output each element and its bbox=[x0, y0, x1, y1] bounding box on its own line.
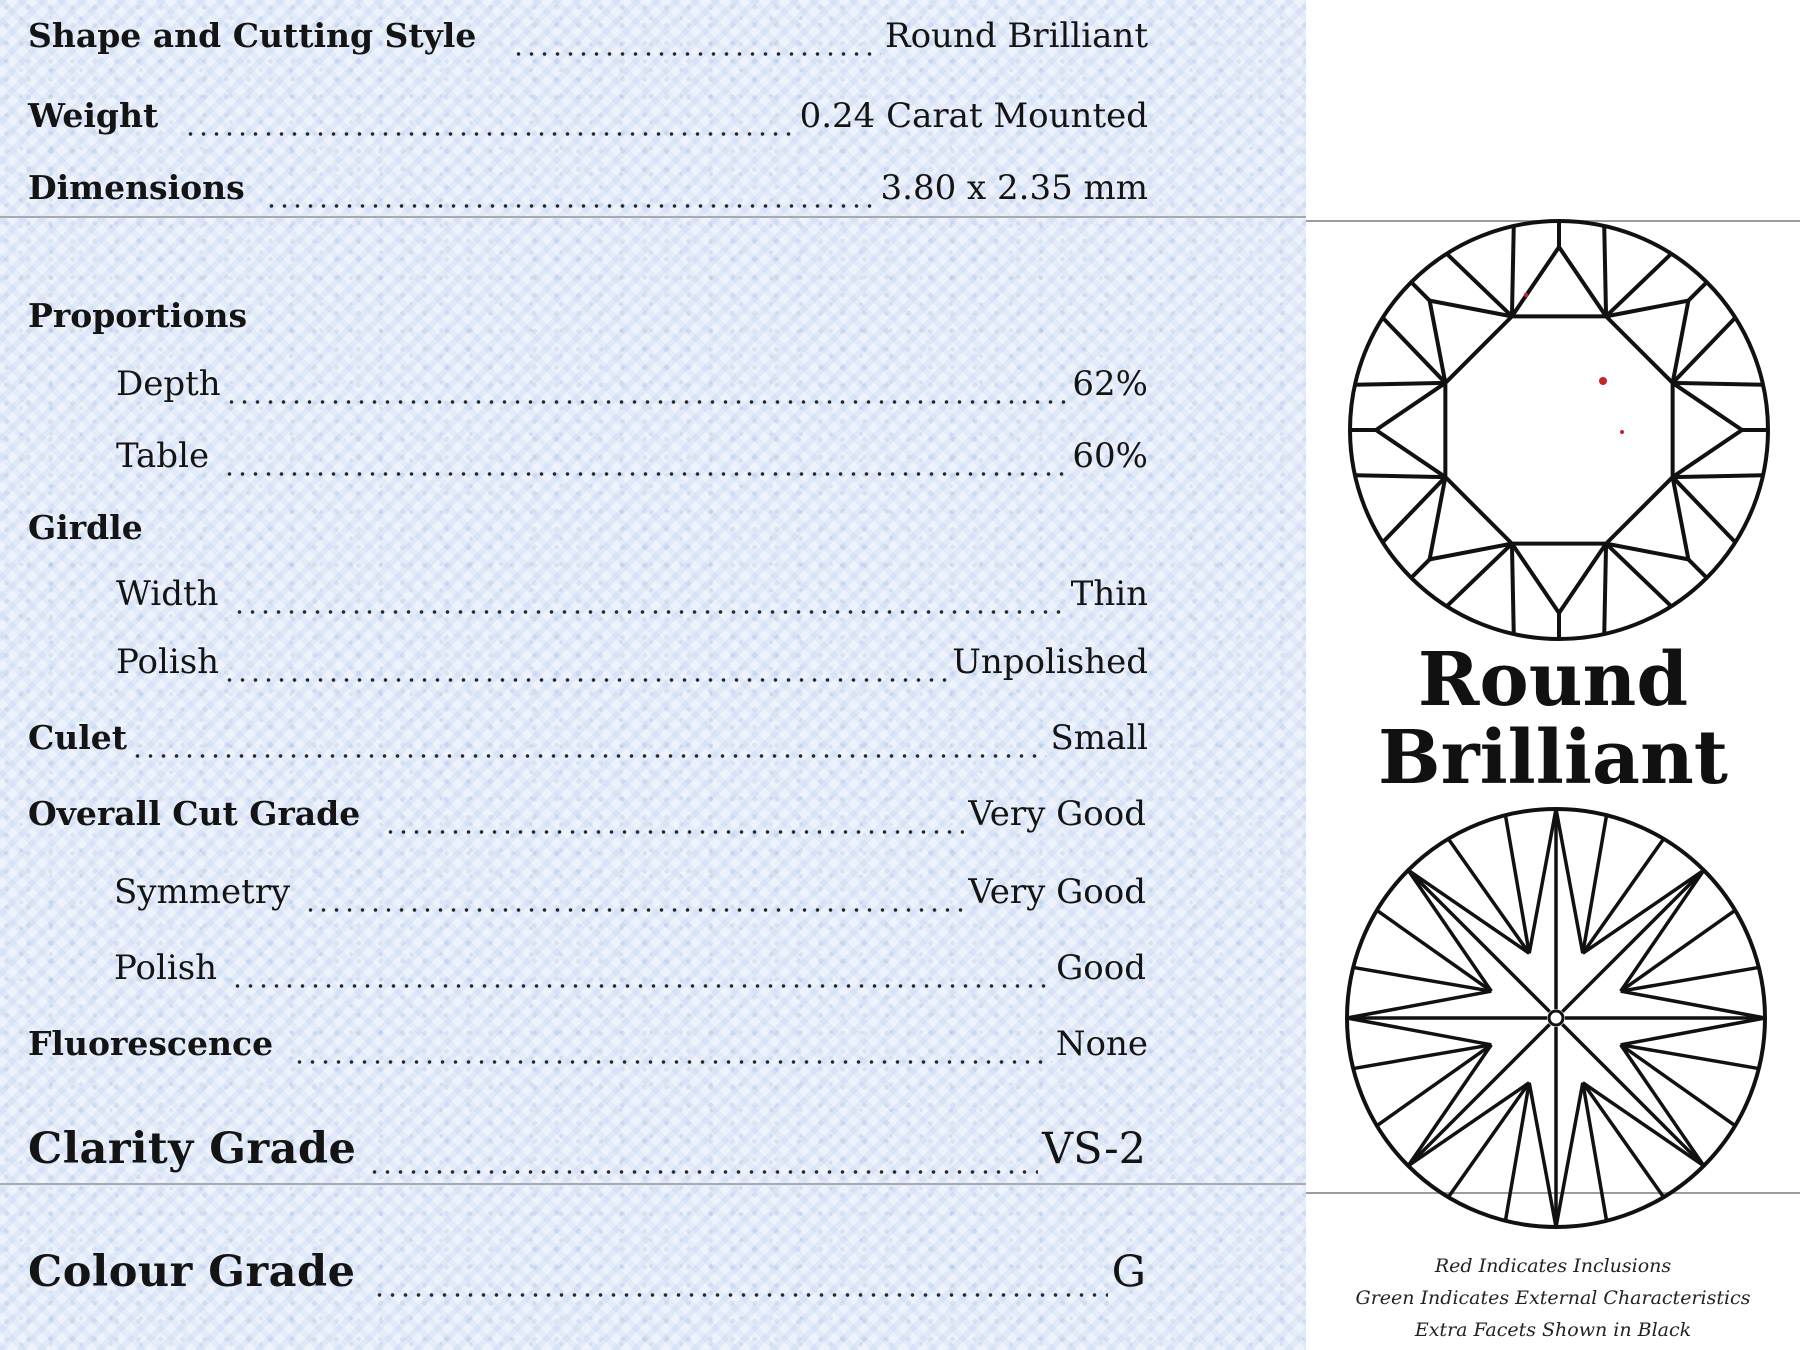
spec-row-clarity-grade bbox=[28, 1124, 1146, 1184]
spec-label: Symmetry bbox=[114, 872, 291, 912]
spec-row-cut-polish bbox=[114, 948, 1146, 998]
shape-title-line1: Round bbox=[1417, 637, 1689, 723]
spec-value: G bbox=[1111, 1247, 1146, 1297]
spec-label: Fluorescence bbox=[28, 1024, 274, 1063]
star-facet-edge bbox=[1559, 544, 1606, 613]
lower-girdle-edge bbox=[1505, 1083, 1529, 1221]
spec-label: Depth bbox=[116, 364, 221, 404]
spec-row-weight bbox=[28, 96, 1148, 146]
spec-label: Overall Cut Grade bbox=[28, 794, 361, 833]
legend-line-red: Red Indicates Inclusions bbox=[1434, 1255, 1672, 1277]
spec-label: Width bbox=[116, 574, 219, 614]
lower-girdle-edge bbox=[1583, 1083, 1664, 1197]
pavilion-star-edge bbox=[1621, 870, 1704, 991]
spec-label: Polish bbox=[116, 642, 220, 682]
spec-row-cut-grade bbox=[28, 794, 1146, 844]
spec-label: Colour Grade bbox=[28, 1247, 356, 1297]
pavilion-star-edge bbox=[1583, 870, 1704, 953]
section-heading-proportions bbox=[28, 296, 1178, 346]
spec-value: 3.80 x 2.35 mm bbox=[880, 168, 1148, 208]
pavilion-star-edge bbox=[1529, 809, 1556, 953]
pavilion-star-edge bbox=[1621, 1018, 1765, 1045]
dot-leader bbox=[131, 754, 1046, 758]
pavilion-star-edge bbox=[1621, 991, 1765, 1018]
pavilion-star-edge bbox=[1556, 1083, 1583, 1227]
pavilion-star-edge bbox=[1621, 1045, 1704, 1166]
kite-facet-edge bbox=[1688, 559, 1706, 577]
spec-row-table bbox=[116, 436, 1148, 486]
spec-label: Culet bbox=[28, 718, 128, 757]
proportions-heading: Proportions bbox=[28, 296, 248, 335]
upper-girdle-edge bbox=[1673, 475, 1763, 477]
section-heading-girdle bbox=[28, 508, 1178, 558]
spec-label: Clarity Grade bbox=[28, 1124, 357, 1174]
lower-girdle-edge bbox=[1448, 1083, 1529, 1197]
upper-girdle-edge bbox=[1673, 383, 1763, 385]
upper-girdle-edge bbox=[1604, 544, 1606, 634]
lower-girdle-edge bbox=[1448, 839, 1529, 953]
lower-girdle-edge bbox=[1583, 815, 1607, 953]
spec-value: Small bbox=[1050, 718, 1148, 758]
upper-girdle-edge bbox=[1355, 383, 1445, 385]
kite-facet-edge bbox=[1411, 282, 1429, 300]
spec-value: 0.24 Carat Mounted bbox=[799, 96, 1148, 136]
upper-girdle-edge bbox=[1355, 475, 1445, 477]
inclusion-mark bbox=[1599, 377, 1607, 385]
pavilion-star-edge bbox=[1408, 870, 1491, 991]
lower-girdle-edge bbox=[1583, 839, 1664, 953]
pavilion-star-edge bbox=[1347, 1018, 1491, 1045]
spec-value: Good bbox=[1056, 948, 1146, 988]
spec-label: Weight bbox=[28, 96, 159, 135]
lower-girdle-edge bbox=[1353, 967, 1491, 991]
pavilion-star-edge bbox=[1529, 1083, 1556, 1227]
spec-value: Round Brilliant bbox=[884, 16, 1148, 56]
dot-leader bbox=[265, 204, 877, 208]
spec-value: Very Good bbox=[968, 794, 1146, 834]
lower-girdle-edge bbox=[1353, 1045, 1491, 1069]
upper-girdle-edge bbox=[1512, 226, 1514, 316]
dot-leader bbox=[223, 678, 948, 682]
star-facet-edge bbox=[1673, 383, 1742, 430]
spec-label: Shape and Cutting Style bbox=[28, 16, 477, 55]
dot-leader bbox=[233, 610, 1067, 614]
upper-girdle-edge bbox=[1512, 544, 1514, 634]
spec-row-shape bbox=[28, 16, 1148, 66]
spec-label: Polish bbox=[114, 948, 218, 988]
dot-leader bbox=[512, 52, 881, 56]
lower-girdle-edge bbox=[1621, 1045, 1735, 1126]
pavilion-star-edge bbox=[1556, 809, 1583, 953]
lower-girdle-edge bbox=[1505, 815, 1529, 953]
inclusion-mark bbox=[1620, 430, 1624, 434]
legend-line-green: Green Indicates External Characteristics bbox=[1355, 1287, 1751, 1309]
spec-value: 62% bbox=[1072, 364, 1148, 404]
crown-facet-diagram-icon bbox=[1340, 218, 1780, 646]
lower-girdle-edge bbox=[1377, 1045, 1491, 1126]
spec-row-fluorescence bbox=[28, 1024, 1148, 1074]
star-facet-edge bbox=[1559, 247, 1606, 316]
star-facet-edge bbox=[1512, 544, 1559, 613]
lower-girdle-edge bbox=[1621, 1045, 1759, 1069]
spec-value: Unpolished bbox=[952, 642, 1148, 682]
spec-value: Thin bbox=[1070, 574, 1148, 614]
kite-facet-edge bbox=[1688, 282, 1706, 300]
kite-facet-edge bbox=[1411, 559, 1429, 577]
dot-leader bbox=[231, 984, 1052, 988]
spec-row-culet bbox=[28, 718, 1148, 768]
spec-row-girdle-polish bbox=[116, 642, 1148, 692]
pavilion-star-edge bbox=[1583, 1083, 1704, 1166]
spec-label: Dimensions bbox=[28, 168, 245, 207]
spec-row-dimensions bbox=[28, 168, 1148, 218]
pavilion-star-edge bbox=[1347, 991, 1491, 1018]
dot-leader bbox=[225, 400, 1069, 404]
pavilion-star-edge bbox=[1408, 870, 1529, 953]
spec-value: Very Good bbox=[968, 872, 1146, 912]
shape-title-line2: Brilliant bbox=[1378, 715, 1728, 801]
lower-girdle-edge bbox=[1621, 910, 1735, 991]
dot-leader bbox=[373, 1293, 1107, 1297]
spec-value: None bbox=[1055, 1024, 1148, 1064]
diagram-legend bbox=[1306, 1250, 1800, 1346]
lower-girdle-edge bbox=[1583, 1083, 1607, 1221]
girdle-heading: Girdle bbox=[28, 508, 143, 547]
dot-leader bbox=[368, 1170, 1038, 1174]
spec-row-depth bbox=[116, 364, 1148, 414]
upper-girdle-edge bbox=[1604, 226, 1606, 316]
inclusion-mark bbox=[1524, 293, 1528, 297]
star-facet-edge bbox=[1512, 247, 1559, 316]
pavilion-star-edge bbox=[1408, 1045, 1491, 1166]
spec-label: Table bbox=[116, 436, 210, 476]
lower-girdle-edge bbox=[1621, 967, 1759, 991]
dot-leader bbox=[184, 132, 795, 136]
spec-row-symmetry bbox=[114, 872, 1146, 922]
spec-row-colour-grade bbox=[28, 1247, 1146, 1307]
dot-leader bbox=[384, 830, 964, 834]
spec-value: VS-2 bbox=[1042, 1124, 1146, 1174]
lower-girdle-edge bbox=[1377, 910, 1491, 991]
star-facet-edge bbox=[1376, 383, 1445, 430]
dot-leader bbox=[223, 472, 1068, 476]
star-facet-edge bbox=[1673, 430, 1742, 477]
spec-row-girdle-width bbox=[116, 574, 1148, 624]
spec-value: 60% bbox=[1072, 436, 1148, 476]
dot-leader bbox=[304, 908, 964, 912]
star-facet-edge bbox=[1376, 430, 1445, 477]
pavilion-facet-diagram-icon bbox=[1340, 806, 1780, 1234]
dot-leader bbox=[293, 1060, 1052, 1064]
legend-line-black: Extra Facets Shown in Black bbox=[1414, 1319, 1692, 1341]
pavilion-star-edge bbox=[1408, 1083, 1529, 1166]
